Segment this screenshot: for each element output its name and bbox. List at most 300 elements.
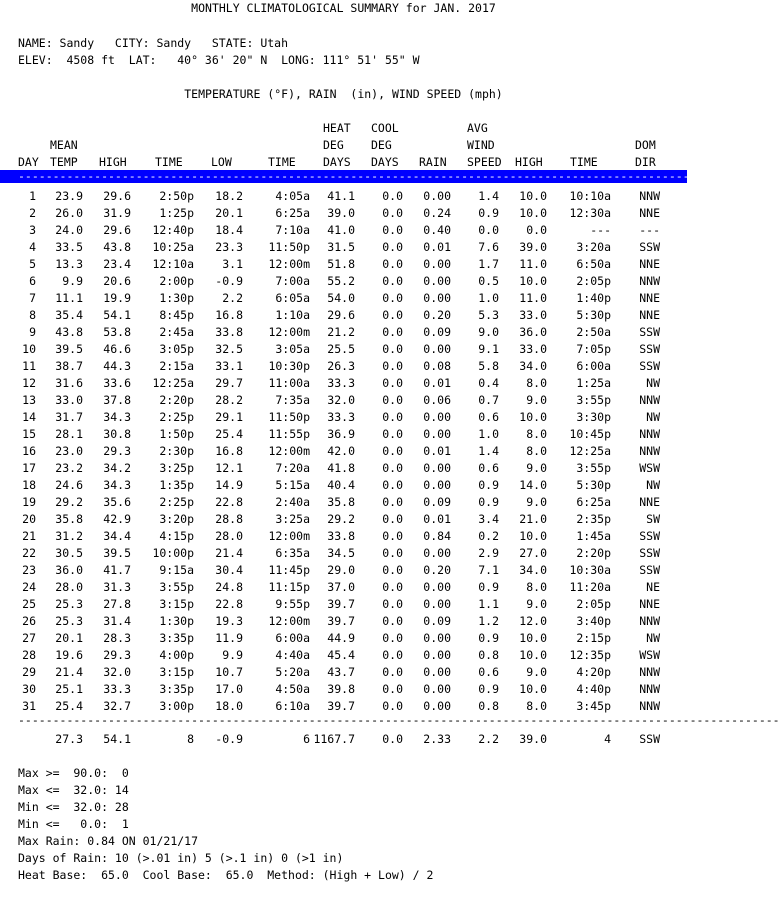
table-cell: 0.0 — [382, 597, 403, 611]
table-cell: 8.0 — [526, 376, 547, 390]
table-cell: 27.0 — [519, 546, 547, 560]
table-cell: 55.2 — [327, 274, 355, 288]
table-cell: 0.0 — [382, 393, 403, 407]
table-cell: 10 — [22, 342, 36, 356]
table-cell: NNW — [639, 682, 660, 696]
totals-cell: 27.3 — [55, 732, 83, 746]
table-cell: 10.0 — [519, 410, 547, 424]
table-cell: 3:00p — [159, 699, 194, 713]
totals-cell: 1167.7 — [313, 732, 355, 746]
table-cell: 0.0 — [382, 206, 403, 220]
table-cell: 9.0 — [526, 597, 547, 611]
table-cell: 0.0 — [382, 359, 403, 373]
table-cell: 0.01 — [423, 376, 451, 390]
table-cell: 6:25a — [275, 206, 310, 220]
table-cell: 22.8 — [215, 495, 243, 509]
table-cell: 0.0 — [382, 325, 403, 339]
table-cell: NNW — [639, 189, 660, 203]
table-cell: 8.0 — [526, 444, 547, 458]
table-cell: 3:55p — [576, 393, 611, 407]
table-cell: 4:50a — [275, 682, 310, 696]
table-cell: 2.2 — [222, 291, 243, 305]
table-cell: 0.01 — [423, 240, 451, 254]
table-cell: NW — [646, 631, 660, 645]
table-cell: 12 — [22, 376, 36, 390]
units-line: TEMPERATURE (°F), RAIN (in), WIND SPEED (mph) — [184, 87, 503, 101]
header-cell: TIME — [155, 155, 183, 169]
table-cell: 5:30p — [576, 478, 611, 492]
table-cell: 13.3 — [55, 257, 83, 271]
table-cell: 9.0 — [478, 325, 499, 339]
table-cell: 0.24 — [423, 206, 451, 220]
table-cell: 31.4 — [103, 614, 131, 628]
table-cell: 6:50a — [576, 257, 611, 271]
table-cell: 0.9 — [478, 682, 499, 696]
table-cell: 29.2 — [327, 512, 355, 526]
table-cell: 33.1 — [215, 359, 243, 373]
table-cell: 0.6 — [478, 665, 499, 679]
table-cell: 0.00 — [423, 648, 451, 662]
table-cell: 10:45p — [569, 427, 611, 441]
table-cell: 7:10a — [275, 223, 310, 237]
table-cell: 0.00 — [423, 597, 451, 611]
totals-cell: SSW — [639, 732, 660, 746]
table-cell: 28.2 — [215, 393, 243, 407]
totals-cell: 4 — [604, 732, 611, 746]
table-cell: 31.7 — [55, 410, 83, 424]
table-cell: NNE — [639, 495, 660, 509]
table-cell: 0.9 — [478, 206, 499, 220]
table-cell: 24.6 — [55, 478, 83, 492]
table-cell: 2:05p — [576, 274, 611, 288]
table-cell: 2:50a — [576, 325, 611, 339]
table-cell: 0.0 — [382, 682, 403, 696]
table-cell: 41.8 — [327, 461, 355, 475]
table-cell: 35.4 — [55, 308, 83, 322]
table-cell: 23.2 — [55, 461, 83, 475]
table-cell: 30 — [22, 682, 36, 696]
header-cell: COOL — [371, 121, 399, 135]
table-cell: 0.0 — [382, 648, 403, 662]
table-cell: 0.4 — [478, 376, 499, 390]
header-cell: DIR — [635, 155, 656, 169]
table-cell: 6:05a — [275, 291, 310, 305]
table-cell: 0.00 — [423, 274, 451, 288]
table-cell: 11:50p — [268, 410, 310, 424]
table-cell: 12:00m — [268, 444, 310, 458]
table-cell: 6:35a — [275, 546, 310, 560]
table-cell: 40.4 — [327, 478, 355, 492]
table-cell: 16.8 — [215, 308, 243, 322]
table-cell: 0.0 — [382, 478, 403, 492]
table-cell: 10.0 — [519, 529, 547, 543]
table-cell: 19.6 — [55, 648, 83, 662]
table-cell: 3:40p — [576, 614, 611, 628]
table-cell: 10.0 — [519, 682, 547, 696]
table-cell: 7:20a — [275, 461, 310, 475]
table-cell: NNW — [639, 665, 660, 679]
totals-separator: -------------------------------------------------------------------------------------------------------------- — [18, 713, 780, 727]
table-cell: 0.00 — [423, 410, 451, 424]
table-cell: NW — [646, 478, 660, 492]
table-cell: 39.8 — [327, 682, 355, 696]
table-cell: 0.0 — [382, 495, 403, 509]
table-cell: 33.8 — [215, 325, 243, 339]
table-cell: 0.0 — [382, 665, 403, 679]
table-cell: 0.00 — [423, 682, 451, 696]
table-cell: 29.7 — [215, 376, 243, 390]
table-cell: 2.9 — [478, 546, 499, 560]
table-cell: 2:00p — [159, 274, 194, 288]
table-cell: 43.8 — [103, 240, 131, 254]
header-cell: TIME — [570, 155, 598, 169]
table-cell: 0.00 — [423, 665, 451, 679]
table-cell: 17.0 — [215, 682, 243, 696]
table-cell: 14 — [22, 410, 36, 424]
table-cell: 0.09 — [423, 325, 451, 339]
table-cell: 25.3 — [55, 614, 83, 628]
table-cell: 10.0 — [519, 631, 547, 645]
table-cell: 20.6 — [103, 274, 131, 288]
table-cell: 11:15p — [268, 580, 310, 594]
table-cell: 0.5 — [478, 274, 499, 288]
table-cell: 9.9 — [62, 274, 83, 288]
table-cell: 12.0 — [519, 614, 547, 628]
table-cell: 33.0 — [519, 342, 547, 356]
table-cell: 33.3 — [327, 376, 355, 390]
table-cell: 2:25p — [159, 410, 194, 424]
table-cell: 6:00a — [275, 631, 310, 645]
table-cell: 2:15p — [576, 631, 611, 645]
table-cell: NNE — [639, 308, 660, 322]
table-cell: 23 — [22, 563, 36, 577]
table-cell: 14.0 — [519, 478, 547, 492]
table-cell: 0.00 — [423, 478, 451, 492]
table-cell: 9 — [29, 325, 36, 339]
table-cell: 11:20a — [569, 580, 611, 594]
table-cell: 20.1 — [55, 631, 83, 645]
table-cell: 24 — [22, 580, 36, 594]
table-cell: 0.0 — [382, 308, 403, 322]
table-cell: 20 — [22, 512, 36, 526]
totals-cell: 39.0 — [519, 732, 547, 746]
table-cell: 11.0 — [519, 291, 547, 305]
station-info: NAME: Sandy CITY: Sandy STATE: Utah — [18, 36, 289, 50]
table-cell: 1:50p — [159, 427, 194, 441]
table-cell: 2:25p — [159, 495, 194, 509]
totals-cell: 54.1 — [103, 732, 131, 746]
table-cell: 34.3 — [103, 478, 131, 492]
table-cell: 10.0 — [519, 648, 547, 662]
table-cell: 25.1 — [55, 682, 83, 696]
totals-cell: 6 — [303, 732, 310, 746]
table-cell: 39.0 — [519, 240, 547, 254]
table-cell: 2:15a — [159, 359, 194, 373]
table-cell: 0.09 — [423, 495, 451, 509]
table-cell: 39.5 — [55, 342, 83, 356]
table-cell: 9.0 — [526, 393, 547, 407]
table-cell: 0.2 — [478, 529, 499, 543]
table-cell: 12:00m — [268, 325, 310, 339]
totals-cell: 8 — [187, 732, 194, 746]
table-cell: 9:15a — [159, 563, 194, 577]
table-cell: 24.0 — [55, 223, 83, 237]
table-cell: 8.0 — [526, 427, 547, 441]
table-cell: 2:40a — [275, 495, 310, 509]
table-cell: 0.20 — [423, 308, 451, 322]
header-cell: SPEED — [467, 155, 502, 169]
table-cell: 23.9 — [55, 189, 83, 203]
table-cell: 1.2 — [478, 614, 499, 628]
table-cell: 28.3 — [103, 631, 131, 645]
table-cell: 7:35a — [275, 393, 310, 407]
table-cell: 4:20p — [576, 665, 611, 679]
table-cell: 3:05a — [275, 342, 310, 356]
header-cell: DAYS — [371, 155, 399, 169]
table-cell: 3:15p — [159, 597, 194, 611]
table-cell: 0.0 — [382, 240, 403, 254]
table-cell: 6:25a — [576, 495, 611, 509]
table-cell: 12:30a — [569, 206, 611, 220]
table-cell: 19 — [22, 495, 36, 509]
header-cell: DAY — [18, 155, 39, 169]
table-cell: 0.9 — [478, 478, 499, 492]
table-cell: 41.0 — [327, 223, 355, 237]
table-cell: 11.0 — [519, 257, 547, 271]
table-cell: 10.0 — [519, 274, 547, 288]
table-cell: 22 — [22, 546, 36, 560]
header-cell: AVG — [467, 121, 488, 135]
table-cell: 0.9 — [478, 631, 499, 645]
table-cell: SSW — [639, 240, 660, 254]
stat-line: Max Rain: 0.84 ON 01/21/17 — [18, 834, 199, 848]
header-cell: TIME — [268, 155, 296, 169]
table-cell: NNE — [639, 597, 660, 611]
table-cell: 31.6 — [55, 376, 83, 390]
table-cell: 19.9 — [103, 291, 131, 305]
header-cell: HEAT — [323, 121, 351, 135]
stat-line: Max <= 32.0: 14 — [18, 783, 129, 797]
table-cell: 25 — [22, 597, 36, 611]
table-cell: 39.5 — [103, 546, 131, 560]
totals-cell: 2.2 — [478, 732, 499, 746]
table-cell: 1:25p — [159, 206, 194, 220]
table-cell: 2:05p — [576, 597, 611, 611]
table-cell: 1:30p — [159, 614, 194, 628]
stat-line: Max >= 90.0: 0 — [18, 766, 129, 780]
table-cell: 34.3 — [103, 410, 131, 424]
table-cell: 0.06 — [423, 393, 451, 407]
table-cell: NW — [646, 410, 660, 424]
totals-cell: 0.0 — [382, 732, 403, 746]
table-cell: 29.3 — [103, 444, 131, 458]
table-cell: --- — [590, 223, 611, 237]
table-cell: 0.0 — [382, 342, 403, 356]
table-cell: 9.0 — [526, 461, 547, 475]
table-cell: 16.8 — [215, 444, 243, 458]
table-cell: 0.0 — [382, 274, 403, 288]
table-cell: -0.9 — [215, 274, 243, 288]
table-cell: 18.0 — [215, 699, 243, 713]
table-cell: 25.4 — [215, 427, 243, 441]
table-cell: 51.8 — [327, 257, 355, 271]
table-cell: 29.6 — [327, 308, 355, 322]
table-cell: 1:25a — [576, 376, 611, 390]
table-cell: 25.4 — [55, 699, 83, 713]
table-cell: 0.0 — [382, 580, 403, 594]
header-cell: DOM — [635, 138, 656, 152]
table-cell: 35.8 — [327, 495, 355, 509]
table-cell: 3:35p — [159, 682, 194, 696]
table-cell: 29.1 — [215, 410, 243, 424]
table-cell: NNW — [639, 614, 660, 628]
table-cell: 0.7 — [478, 393, 499, 407]
table-cell: 0.00 — [423, 291, 451, 305]
table-cell: 1:10a — [275, 308, 310, 322]
header-cell: DEG — [371, 138, 392, 152]
table-cell: 38.7 — [55, 359, 83, 373]
table-cell: 12:00m — [268, 529, 310, 543]
table-cell: 21.4 — [55, 665, 83, 679]
table-cell: 0.84 — [423, 529, 451, 543]
table-cell: 0.0 — [382, 699, 403, 713]
table-cell: NW — [646, 376, 660, 390]
table-cell: 28.1 — [55, 427, 83, 441]
table-cell: 12:00m — [268, 257, 310, 271]
stat-line: Heat Base: 65.0 Cool Base: 65.0 Method: (High + Low) / 2 — [18, 868, 434, 882]
table-cell: 12:25a — [569, 444, 611, 458]
table-cell: 1.1 — [478, 597, 499, 611]
table-cell: 30.4 — [215, 563, 243, 577]
table-cell: 29.6 — [103, 223, 131, 237]
table-cell: 3:25p — [159, 461, 194, 475]
table-cell: 3 — [29, 223, 36, 237]
table-cell: 0.8 — [478, 648, 499, 662]
table-cell: 21 — [22, 529, 36, 543]
table-cell: SSW — [639, 359, 660, 373]
table-cell: 42.0 — [327, 444, 355, 458]
table-cell: 2:50p — [159, 189, 194, 203]
table-cell: SW — [646, 512, 660, 526]
table-cell: 26.3 — [327, 359, 355, 373]
table-cell: 0.0 — [382, 291, 403, 305]
table-cell: 37.0 — [327, 580, 355, 594]
table-cell: 31.9 — [103, 206, 131, 220]
table-cell: SSW — [639, 342, 660, 356]
table-cell: 0.0 — [478, 223, 499, 237]
stat-line: Days of Rain: 10 (>.01 in) 5 (>.1 in) 0 (>1 in) — [18, 851, 344, 865]
report-title: MONTHLY CLIMATOLOGICAL SUMMARY for JAN. 2017 — [191, 1, 496, 15]
table-cell: NNE — [639, 291, 660, 305]
table-cell: 3:55p — [159, 580, 194, 594]
totals-cell: 2.33 — [423, 732, 451, 746]
table-cell: 0.09 — [423, 614, 451, 628]
table-cell: NNW — [639, 393, 660, 407]
table-cell: 5.3 — [478, 308, 499, 322]
table-cell: 28 — [22, 648, 36, 662]
table-cell: 3.1 — [222, 257, 243, 271]
table-cell: 43.8 — [55, 325, 83, 339]
table-cell: 0.0 — [382, 257, 403, 271]
table-cell: 18.4 — [215, 223, 243, 237]
table-cell: 0.9 — [478, 495, 499, 509]
table-cell: 10:30a — [569, 563, 611, 577]
table-cell: 11:50p — [268, 240, 310, 254]
table-cell: 33.0 — [519, 308, 547, 322]
table-cell: 0.01 — [423, 444, 451, 458]
table-cell: 41.1 — [327, 189, 355, 203]
table-cell: NNE — [639, 257, 660, 271]
table-cell: 5:30p — [576, 308, 611, 322]
table-cell: 8 — [29, 308, 36, 322]
table-cell: 4:15p — [159, 529, 194, 543]
table-cell: 37.8 — [103, 393, 131, 407]
table-cell: 11.1 — [55, 291, 83, 305]
table-cell: 21.2 — [327, 325, 355, 339]
table-cell: 1:35p — [159, 478, 194, 492]
table-cell: 39.0 — [327, 206, 355, 220]
header-cell: LOW — [211, 155, 232, 169]
table-cell: 7 — [29, 291, 36, 305]
table-cell: NNW — [639, 427, 660, 441]
table-cell: 45.4 — [327, 648, 355, 662]
table-cell: 2:30p — [159, 444, 194, 458]
table-cell: 39.7 — [327, 597, 355, 611]
table-cell: 11.9 — [215, 631, 243, 645]
table-cell: 1:40p — [576, 291, 611, 305]
table-cell: 3:30p — [576, 410, 611, 424]
table-cell: SSW — [639, 563, 660, 577]
table-cell: 34.0 — [519, 359, 547, 373]
table-cell: 15 — [22, 427, 36, 441]
station-location: ELEV: 4508 ft LAT: 40° 36' 20" N LONG: 111° 51' 55" W — [18, 53, 420, 67]
table-cell: 4:05a — [275, 189, 310, 203]
table-cell: 14.9 — [215, 478, 243, 492]
table-cell: 8.0 — [526, 699, 547, 713]
table-cell: 24.8 — [215, 580, 243, 594]
table-cell: 31 — [22, 699, 36, 713]
table-cell: NE — [646, 580, 660, 594]
table-cell: 1.0 — [478, 427, 499, 441]
table-cell: 32.5 — [215, 342, 243, 356]
table-cell: 9.0 — [526, 495, 547, 509]
table-cell: 13 — [22, 393, 36, 407]
table-cell: 1 — [29, 189, 36, 203]
table-cell: 9.9 — [222, 648, 243, 662]
table-cell: 3:25a — [275, 512, 310, 526]
table-cell: 11 — [22, 359, 36, 373]
table-cell: 32.7 — [103, 699, 131, 713]
table-cell: 29.6 — [103, 189, 131, 203]
table-cell: 30.8 — [103, 427, 131, 441]
table-cell: 41.7 — [103, 563, 131, 577]
table-cell: 0.08 — [423, 359, 451, 373]
table-cell: 4:40a — [275, 648, 310, 662]
header-separator-dashes: -------------------------------------------------------------------------------------------------------------- — [18, 169, 780, 183]
table-cell: 9.0 — [526, 665, 547, 679]
table-cell: 42.9 — [103, 512, 131, 526]
table-cell: 7.1 — [478, 563, 499, 577]
table-cell: NNW — [639, 699, 660, 713]
table-cell: 33.5 — [55, 240, 83, 254]
table-cell: 23.3 — [215, 240, 243, 254]
table-cell: SSW — [639, 325, 660, 339]
table-cell: 3:20a — [576, 240, 611, 254]
header-cell: RAIN — [419, 155, 447, 169]
table-cell: 31.5 — [327, 240, 355, 254]
table-cell: 21.0 — [519, 512, 547, 526]
table-cell: 29 — [22, 665, 36, 679]
